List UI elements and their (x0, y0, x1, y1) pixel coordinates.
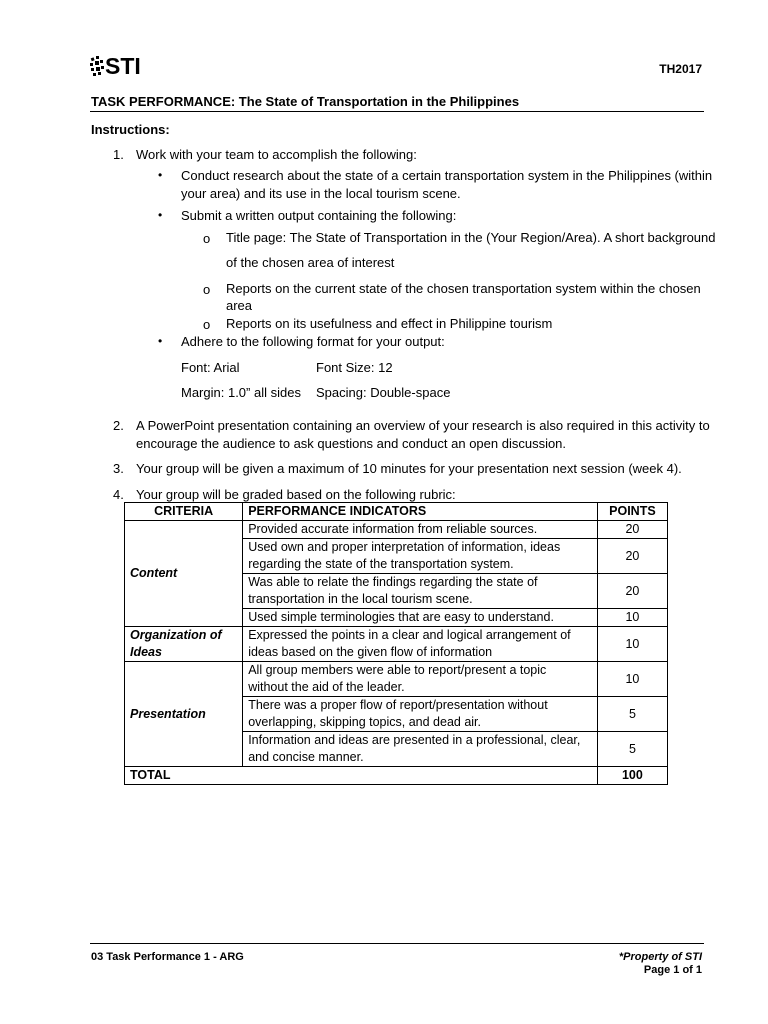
bullet-text: Conduct research about the state of a certain transportation system in the Philippines (within (181, 168, 713, 183)
indicator-line: Provided accurate information from reliable sources. (248, 522, 538, 536)
bullet-icon: • (158, 334, 163, 348)
criteria-label: Content (130, 566, 178, 580)
indicator-cell (243, 662, 598, 697)
sub-bullet-icon: o (203, 317, 211, 332)
points-cell: 20 (597, 521, 667, 539)
sub-bullet-icon: o (203, 282, 211, 297)
item-number: 1. (113, 147, 124, 162)
footer-divider (90, 943, 704, 944)
indicator-line: Used own and proper interpretation of information, ideas (248, 540, 561, 554)
footer-course-label: 03 Task Performance 1 - ARG (91, 951, 244, 963)
indicator-line: Used simple terminologies that are easy to understand. (248, 610, 554, 624)
item-number: 2. (113, 418, 124, 433)
criteria-label: Organization of (130, 628, 222, 642)
column-header-indicators: PERFORMANCE INDICATORS (243, 503, 598, 521)
criteria-cell (125, 521, 243, 627)
points-cell: 10 (597, 627, 667, 662)
column-header-points: POINTS (597, 503, 667, 521)
indicator-line: Was able to relate the findings regarding the state of (248, 575, 538, 589)
indicator-line: and concise manner. (248, 750, 364, 764)
bullet-icon: • (158, 208, 163, 222)
bullet-text: your area) and its use in the local tourism scene. (181, 186, 461, 201)
indicator-cell (243, 627, 598, 662)
column-header-criteria: CRITERIA (125, 503, 243, 521)
sub-bullet-text: Title page: The State of Transportation in the (Your Region/Area). A short background (226, 230, 716, 245)
points-cell: 10 (597, 609, 667, 627)
bullet-icon: • (158, 168, 163, 182)
indicator-cell (243, 521, 598, 539)
indicator-cell (243, 697, 598, 732)
criteria-label: Presentation (130, 706, 206, 721)
item-text: Your group will be given a maximum of 10 minutes for your presentation next session (week 4). (136, 461, 682, 476)
indicator-line: overlapping, skipping topics, and dead air. (248, 715, 481, 729)
footer-property: *Property of STI (618, 951, 702, 963)
document-code: TH2017 (659, 62, 702, 76)
item-number: 3. (113, 461, 124, 476)
indicator-line: Expressed the points in a clear and logical arrangement of (248, 628, 571, 642)
sti-logo (90, 52, 141, 80)
total-points: 100 (597, 767, 667, 785)
criteria-cell (125, 662, 243, 767)
instructions-heading: Instructions: (91, 122, 170, 137)
total-label: TOTAL (125, 767, 598, 785)
page-title: TASK PERFORMANCE: The State of Transportation in the Philippines (91, 94, 520, 109)
points-cell: 5 (597, 732, 667, 767)
indicator-line: There was a proper flow of report/presentation without (248, 698, 548, 712)
indicator-cell (243, 574, 598, 609)
sti-globe-icon (90, 55, 104, 77)
points-cell: 20 (597, 539, 667, 574)
indicator-line: Information and ideas are presented in a professional, clear, (248, 733, 581, 747)
indicator-cell (243, 539, 598, 574)
sub-bullet-text: of the chosen area of interest (226, 255, 395, 270)
sub-bullet-icon: o (203, 231, 211, 246)
bullet-text: Adhere to the following format for your output: (181, 334, 445, 349)
indicator-line: without the aid of the leader. (248, 680, 405, 694)
points-cell: 10 (597, 662, 667, 697)
indicator-line: ideas based on the given flow of information (248, 645, 493, 659)
footer-page-number: Page 1 of 1 (643, 964, 702, 976)
table-total-row (125, 767, 668, 785)
item-text: encourage the audience to ask questions and conduct an open discussion. (136, 436, 567, 451)
sub-bullet-text: Reports on its usefulness and effect in Philippine tourism (226, 316, 553, 331)
format-font: Font: Arial (181, 360, 240, 375)
indicator-line: transportation in the local tourism scene. (248, 592, 473, 606)
format-spacing: Spacing: Double-space (316, 385, 451, 400)
points-cell: 5 (597, 697, 667, 732)
table-header-row (125, 503, 668, 521)
format-font-size: Font Size: 12 (316, 360, 393, 375)
sub-bullet-text: Reports on the current state of the chosen transportation system within the chosen (226, 281, 701, 296)
table-row (125, 521, 668, 539)
item-number: 4. (113, 487, 124, 502)
criteria-cell (125, 627, 243, 662)
title-divider (90, 111, 704, 112)
indicator-cell (243, 732, 598, 767)
logo-text: STI (105, 53, 141, 79)
points-cell: 20 (597, 574, 667, 609)
item-text: Your group will be graded based on the following rubric: (136, 487, 456, 502)
table-row (125, 662, 668, 697)
item-text: A PowerPoint presentation containing an overview of your research is also required in this activity to (136, 418, 710, 433)
indicator-line: regarding the state of the transportation system. (248, 557, 514, 571)
indicator-line: All group members were able to report/present a topic (248, 663, 547, 677)
indicator-cell (243, 609, 598, 627)
table-row (125, 627, 668, 662)
sub-bullet-text: area (226, 298, 253, 313)
item-text: Work with your team to accomplish the following: (136, 147, 417, 162)
criteria-label: Ideas (130, 645, 162, 659)
bullet-text: Submit a written output containing the following: (181, 208, 457, 223)
format-margin: Margin: 1.0” all sides (181, 385, 301, 400)
rubric-table (124, 502, 668, 785)
